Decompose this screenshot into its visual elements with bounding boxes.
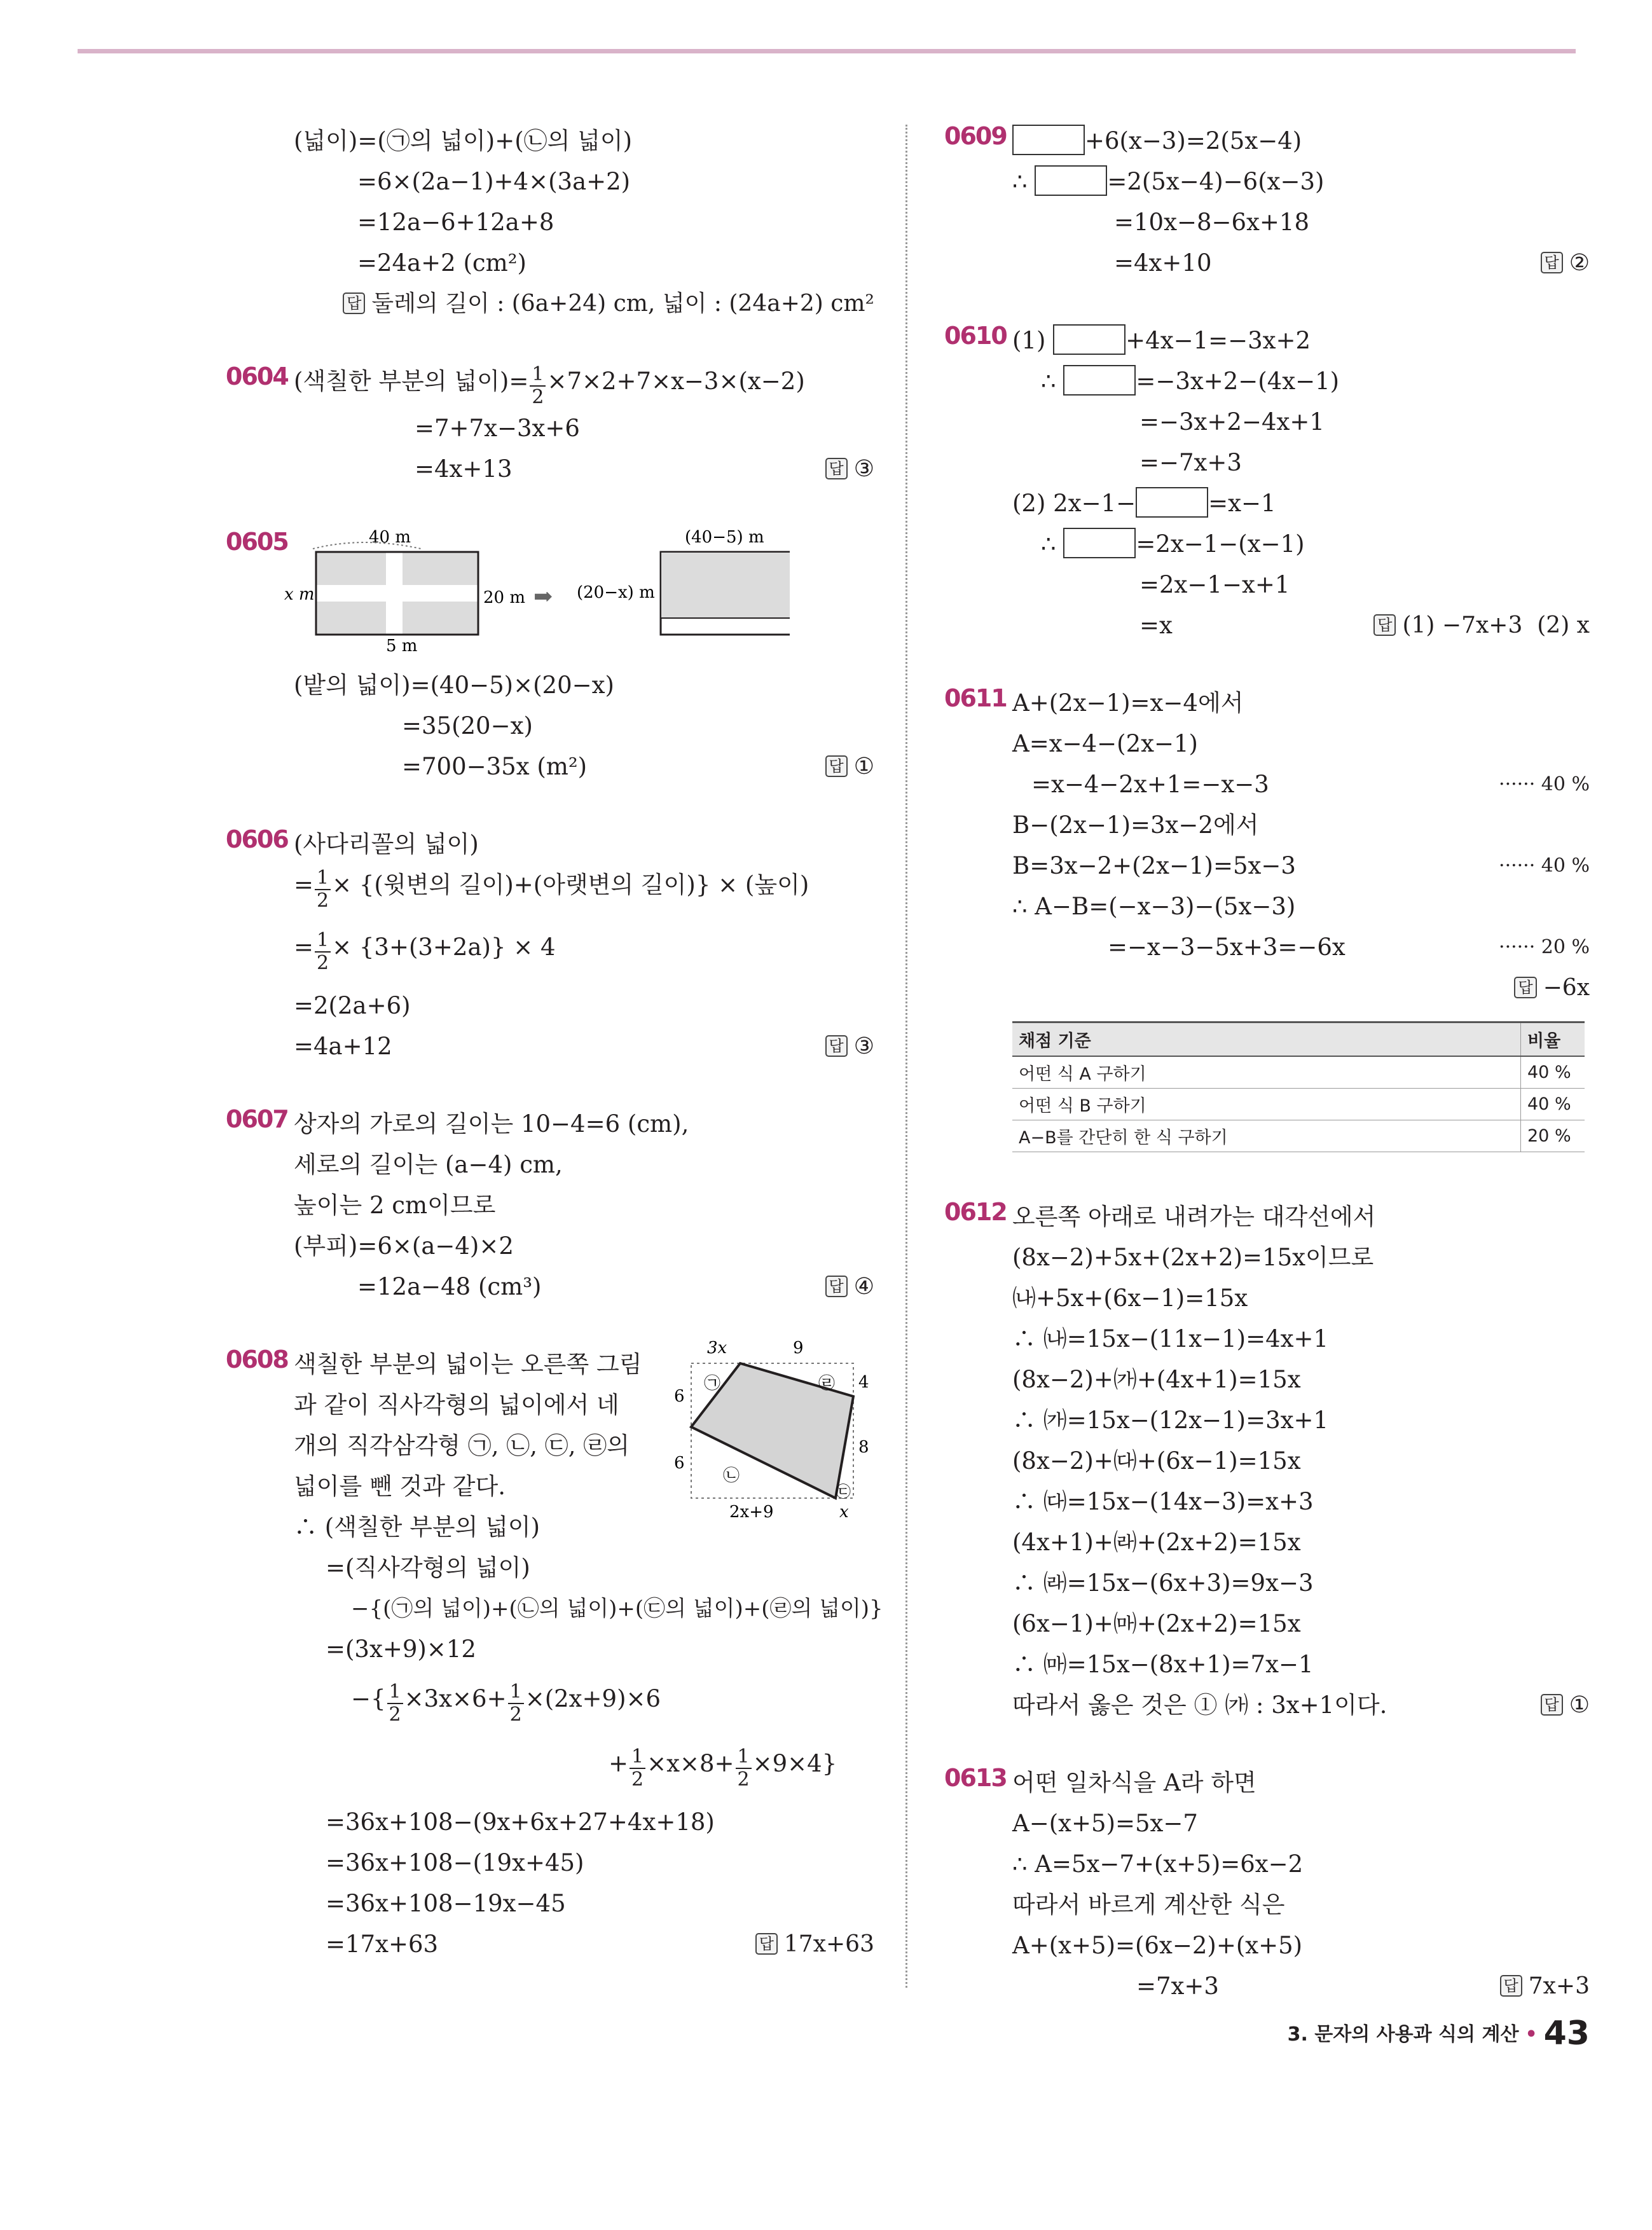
solution-line: ∴ =2(5x−4)−6(x−3) [1012, 162, 1590, 202]
table-header: 비율 [1521, 1022, 1585, 1057]
top-rule [78, 49, 1576, 53]
answer-mark: 답 [825, 458, 848, 479]
blank-box [1012, 125, 1085, 155]
label-left: x m [284, 585, 315, 604]
solution-line: 오른쪽 아래로 내려가는 대각선에서 [1012, 1203, 1376, 1230]
left-column [226, 121, 883, 2002]
triangle-2-label: ㉡ [723, 1466, 740, 1485]
table-cell: 20 % [1521, 1120, 1585, 1152]
solution-line: 넓이를 뺀 것과 같다. [294, 1473, 506, 1500]
score-percent: ······ 20 % [1499, 936, 1590, 958]
solution-line: =12a−48 (cm³) [357, 1273, 542, 1300]
solution-line: =7x+3 [1136, 1972, 1219, 2000]
problem-0604 [226, 361, 874, 490]
solution-line: (밭의 넓이)=(40−5)×(20−x) [294, 671, 614, 699]
triangle-3-label: ㉢ [836, 1483, 851, 1501]
fraction: $\frac{1}{2}$ [508, 1681, 524, 1726]
solution-line: =36x+108−19x−45 [326, 1890, 566, 1917]
triangle-1-label: ㉠ [704, 1374, 721, 1393]
solution-line: + $\frac{1}{2}$ ×x×8+ $\frac{1}{2}$ ×9×4} [609, 1745, 837, 1791]
problem-0611 [944, 683, 1590, 1152]
label-8: 8 [858, 1438, 869, 1457]
problem-number: 0613 [944, 1764, 1007, 1792]
solution-line: 과 같이 직사각형의 넓이에서 네 [294, 1391, 619, 1419]
table-row [1012, 1089, 1585, 1120]
solution-line: ∴ =2x−1−(x−1) [1012, 524, 1590, 565]
solution-line: ∴ A=5x−7+(x+5)=6x−2 [1012, 1850, 1304, 1878]
problem-number: 0605 [226, 528, 288, 556]
problem-number: 0612 [944, 1198, 1007, 1226]
solution-line: ∴ ㈑=15x−(6x+3)=9x−3 [1012, 1569, 1314, 1597]
solution-line: (사다리꼴의 넓이) [294, 830, 479, 858]
problem-0607 [226, 1104, 874, 1307]
label-6a: 6 [674, 1387, 685, 1406]
solution-line: A+(2x−1)=x−4에서 [1012, 689, 1244, 717]
blank-box [1063, 365, 1136, 396]
problem-0612 [944, 1197, 1590, 1726]
problem-number: 0609 [944, 122, 1007, 150]
solution-line: A=x−4−(2x−1) [1012, 730, 1198, 757]
label-3x: 3x [707, 1339, 727, 1358]
solution-line: =−3x+2−4x+1 [1139, 408, 1325, 436]
solution-line: =−7x+3 [1139, 449, 1242, 476]
solution-line: 따라서 바르게 계산한 식은 [1012, 1891, 1285, 1918]
solution-line: ∴ A−B=(−x−3)−(5x−3) [1012, 893, 1296, 920]
field-diagram [284, 527, 874, 654]
answer-mark: 답 [1514, 977, 1536, 998]
problem-number: 0606 [226, 825, 288, 853]
solution-line: =4x+13 [415, 455, 513, 483]
fraction: $\frac{1}{2}$ [736, 1746, 752, 1791]
blank-box [1136, 487, 1208, 518]
solution-line: =2x−1−x+1 [1139, 571, 1290, 598]
solution-line: =7+7x−3x+6 [415, 415, 580, 442]
column-divider [905, 125, 907, 1988]
answer: 답 ③ [825, 449, 874, 490]
blank-box [1035, 165, 1107, 196]
answer-mark: 답 [825, 1276, 848, 1297]
grading-table [1012, 1021, 1585, 1152]
solution-line: =17x+63 [326, 1931, 439, 1958]
answer: 답 ② [1541, 243, 1590, 284]
solution-line: =36x+108−(19x+45) [326, 1849, 584, 1876]
solution-line: 세로의 길이는 (a−4) cm, [294, 1151, 563, 1178]
answer-mark: 답 [1500, 1975, 1522, 1997]
solution-line: ∴ =−3x+2−(4x−1) [1012, 361, 1590, 402]
fraction: $\frac{1}{2}$ [315, 867, 331, 912]
label-top: 40 m [369, 528, 411, 547]
solution-line: ∴ ㈒=15x−(8x+1)=7x−1 [1012, 1651, 1314, 1678]
blank-box [1063, 528, 1136, 558]
answer: 답 17x+63 [755, 1924, 874, 1965]
answer-mark: 답 [1541, 252, 1563, 273]
solution-line: =x [1139, 612, 1173, 639]
solution-line: −{ $\frac{1}{2}$ ×3x×6+ $\frac{1}{2}$ ×(2x+9)×6 [351, 1681, 661, 1726]
problem-0603 [226, 121, 874, 324]
solution-line: +6(x−3)=2(5x−4) [1012, 121, 1590, 162]
solution-line: 높이는 2 cm이므로 [294, 1192, 496, 1219]
table-header: 채점 기준 [1012, 1022, 1521, 1057]
solution-line: (8x−2)+5x+(2x+2)=15x이므로 [1012, 1244, 1374, 1271]
field2-shaded [661, 552, 790, 618]
solution-line: −{(㉠의 넓이)+(㉡의 넓이)+(㉢의 넓이)+(㉣의 넓이)} [351, 1596, 883, 1621]
solution-line: =24a+2 (cm²) [357, 249, 527, 277]
answer: 답 ① [1541, 1685, 1590, 1726]
solution-line: 색칠한 부분의 넓이는 오른쪽 그림 [294, 1351, 642, 1378]
answer-mark: 답 [1373, 614, 1396, 636]
solution-line: 상자의 가로의 길이는 10−4=6 (cm), [294, 1110, 689, 1138]
solution-line: ∴ (색칠한 부분의 넓이) [294, 1513, 540, 1541]
answer-mark: 답 [1541, 1694, 1563, 1716]
page-number: 43 [1543, 2014, 1590, 2053]
answer: 답 −6x [1514, 968, 1590, 1008]
triangle-4-label: ㉣ [818, 1374, 836, 1393]
solution-line: (2) 2x−1− =x−1 [1012, 483, 1590, 524]
solution-line: ㈏+5x+(6x−1)=15x [1012, 1284, 1248, 1312]
solution-line: =700−35x (m²) [402, 753, 588, 780]
problem-number: 0611 [944, 684, 1007, 712]
solution-line: (8x−2)+㈎+(4x+1)=15x [1012, 1366, 1301, 1393]
solution-line: =x−4−2x+1=−x−3 ······ 40 % [1012, 764, 1590, 805]
label-bottom: 5 m [386, 637, 418, 654]
answer: 답 ④ [825, 1267, 874, 1307]
solution-line: 어떤 일차식을 A라 하면 [1012, 1769, 1256, 1796]
label-mid: (20−x) m [577, 583, 655, 602]
solution-line: (1) +4x−1=−3x+2 [1012, 320, 1590, 361]
problem-0606 [226, 824, 874, 1067]
fraction: $\frac{1}{2}$ [630, 1746, 645, 1791]
table-cell: 40 % [1521, 1056, 1585, 1089]
solution-line: A−(x+5)=5x−7 [1012, 1810, 1198, 1837]
score-percent: ······ 40 % [1499, 855, 1590, 877]
label-6b: 6 [674, 1454, 685, 1473]
solution-line: =−x−3−5x+3=−6x ······ 20 % [1012, 927, 1590, 968]
label-top2: (40−5) m [685, 528, 764, 547]
answer-mark: 답 [343, 293, 365, 314]
answer: 답 7x+3 [1500, 1966, 1590, 2007]
solution-line: 따라서 옳은 것은 ① ㈎ : 3x+1이다. [1012, 1691, 1387, 1719]
label-4: 4 [858, 1373, 869, 1392]
problem-0610 [944, 320, 1590, 646]
problem-number: 0604 [226, 362, 288, 390]
solution-line: =36x+108−(9x+6x+27+4x+18) [326, 1808, 715, 1836]
solution-line: = $\frac{1}{2}$ × {3+(3+2a)} × 4 [294, 929, 556, 974]
solution-line: =12a−6+12a+8 [357, 209, 554, 236]
table-cell: 어떤 식 A 구하기 [1012, 1056, 1521, 1089]
solution-line: ∴ ㈏=15x−(11x−1)=4x+1 [1012, 1325, 1329, 1352]
fraction: $\frac{1}{2}$ [315, 930, 331, 974]
solution-line: (6x−1)+㈒+(2x+2)=15x [1012, 1610, 1301, 1637]
problem-number: 0610 [944, 322, 1007, 350]
fraction: $\frac{1}{2}$ [387, 1681, 403, 1726]
solution-line: =(직사각형의 넓이) [326, 1554, 530, 1581]
solution-line: (넓이)=(㉠의 넓이)+(㉡의 넓이) [294, 127, 633, 155]
label-2x9: 2x+9 [729, 1503, 774, 1522]
answer: 답 (1) −7x+3 (2) x [1373, 605, 1590, 646]
road-vertical [386, 552, 403, 635]
table-row [1012, 1120, 1585, 1152]
bullet-icon: • [1525, 2023, 1538, 2046]
problem-0605 [226, 527, 874, 787]
solution-line: =6×(2a−1)+4×(3a+2) [357, 168, 631, 195]
arrow-icon: ➡ [533, 584, 553, 610]
chapter-title: 3. 문자의 사용과 식의 계산 [1287, 2023, 1519, 2046]
problem-number: 0608 [226, 1346, 288, 1373]
field-figure [217, 527, 790, 654]
problem-number: 0607 [226, 1105, 288, 1133]
problem-0609 [944, 121, 1590, 284]
answer-mark: 답 [825, 755, 848, 777]
solution-line: =2(2a+6) [294, 992, 411, 1019]
right-column [944, 121, 1590, 2044]
solution-line: (색칠한 부분의 넓이)= $\frac{1}{2}$ ×7×2+7×x−3×(x−2) [294, 363, 805, 408]
answer: 답 둘레의 길이 : (6a+24) cm, 넓이 : (24a+2) cm² [343, 284, 874, 324]
score-percent: ······ 40 % [1499, 773, 1590, 795]
solution-line: (4x+1)+㈑+(2x+2)=15x [1012, 1529, 1301, 1556]
solution-line: =35(20−x) [402, 712, 533, 740]
label-9: 9 [793, 1339, 804, 1358]
table-row [1012, 1056, 1585, 1089]
table-cell: A−B를 간단히 한 식 구하기 [1012, 1120, 1521, 1152]
answer: 답 ① [825, 747, 874, 787]
solution-line: A+(x+5)=(6x−2)+(x+5) [1012, 1932, 1303, 1959]
table-cell: 40 % [1521, 1089, 1585, 1120]
solution-line: = $\frac{1}{2}$ × {(윗변의 길이)+(아랫변의 길이)} × (높이) [294, 867, 809, 912]
solution-line: ∴ ㈎=15x−(12x−1)=3x+1 [1012, 1407, 1329, 1434]
fraction: $\frac{1}{2}$ [530, 364, 546, 408]
solution-line: B=3x−2+(2x−1)=5x−3 ······ 40 % [1012, 846, 1590, 886]
label-x: x [839, 1503, 849, 1522]
problem-0613 [944, 1763, 1590, 2007]
table-cell: 어떤 식 B 구하기 [1012, 1089, 1521, 1120]
solution-line: =10x−8−6x+18 [1114, 209, 1309, 236]
answer-mark: 답 [755, 1933, 778, 1955]
solution-line: ∴ ㈐=15x−(14x−3)=x+3 [1012, 1488, 1314, 1515]
solution-line: =(3x+9)×12 [326, 1635, 476, 1663]
problem-0608 [226, 1339, 883, 1965]
solution-line: 개의 직각삼각형 ㉠, ㉡, ㉢, ㉣의 [294, 1432, 630, 1459]
solution-line: =4x+10 [1114, 249, 1212, 277]
blank-box [1053, 324, 1125, 355]
label-right: 20 m [483, 588, 526, 607]
solution-line: B−(2x−1)=3x−2에서 [1012, 811, 1259, 839]
solution-line: (8x−2)+㈐+(6x−1)=15x [1012, 1447, 1301, 1475]
answer: 답 ③ [825, 1026, 874, 1067]
answer-mark: 답 [825, 1035, 848, 1057]
page-footer [1288, 2014, 1590, 2053]
solution-line: (부피)=6×(a−4)×2 [294, 1232, 514, 1260]
table-header-row [1012, 1022, 1585, 1057]
solution-line: =4a+12 [294, 1033, 392, 1060]
